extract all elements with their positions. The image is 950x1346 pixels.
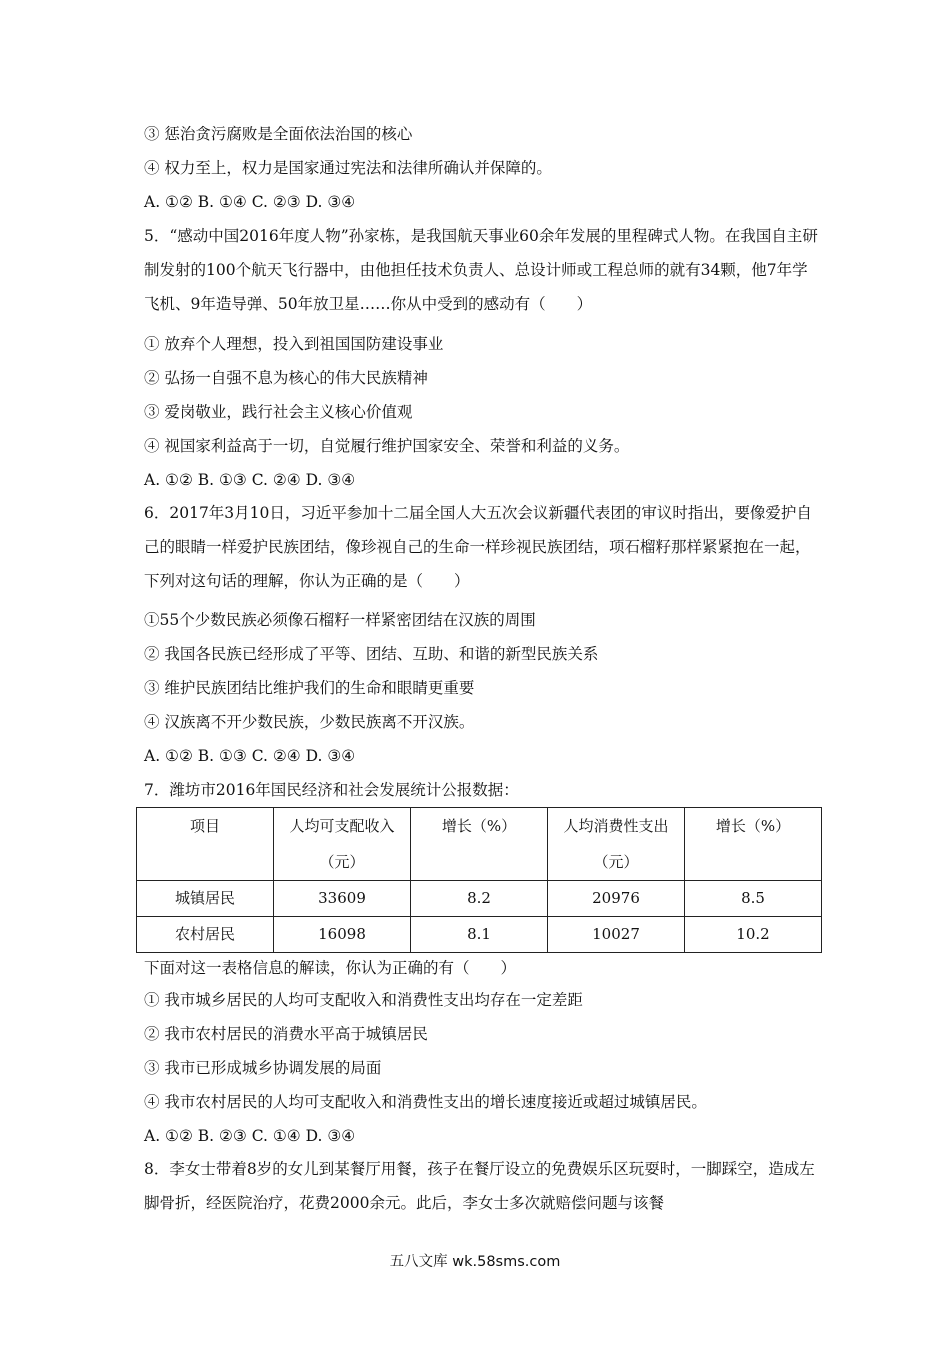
option-line: ② 弘扬一自强不息为核心的伟大民族精神 [144, 369, 428, 387]
question-7: 7．潍坊市2016年国民经济和社会发展统计公报数据： [144, 781, 519, 799]
question-8: 8．李女士带着8岁的女儿到某餐厅用餐，孩子在餐厅设立的免费娱乐区玩耍时，一脚踩空，造成左脚骨折，经医院治疗，花费2000余元。此后，李女士多次就赔偿问题与该餐 [144, 1160, 815, 1212]
table-cell: 20976 [548, 881, 685, 917]
option-line: ③ 惩治贪污腐败是全面依法治国的核心 [144, 125, 413, 143]
table-cell: 10.2 [685, 917, 822, 953]
option-line: ① 我市城乡居民的人均可支配收入和消费性支出均存在一定差距 [144, 991, 583, 1009]
table-cell: 8.5 [685, 881, 822, 917]
table-row [137, 881, 822, 917]
answer-choices: A. ①② B. ①④ C. ②③ D. ③④ [144, 193, 356, 211]
option-line: ② 我市农村居民的消费水平高于城镇居民 [144, 1025, 428, 1043]
footer-watermark: 五八文库 wk.58sms.com [389, 1254, 561, 1270]
table-cell: 33609 [274, 881, 411, 917]
option-line: ③ 维护民族团结比维护我们的生命和眼睛更重要 [144, 679, 475, 697]
table-cell: 16098 [274, 917, 411, 953]
table-header-cell: 项目 [137, 808, 274, 881]
answer-choices: A. ①② B. ①③ C. ②④ D. ③④ [144, 747, 356, 765]
table-header-row [137, 808, 822, 881]
table-cell: 城镇居民 [137, 881, 274, 917]
option-line: ④ 权力至上，权力是国家通过宪法和法律所确认并保障的。 [144, 159, 552, 177]
statistics-table [136, 807, 822, 953]
answer-choices: A. ①② B. ②③ C. ①④ D. ③④ [144, 1127, 356, 1145]
option-line: ③ 我市已形成城乡协调发展的局面 [144, 1059, 382, 1077]
table-cell: 农村居民 [137, 917, 274, 953]
table-header-cell: 人均消费性支出（元） [548, 808, 685, 881]
question-7-prompt: 下面对这一表格信息的解读，你认为正确的有（ ） [144, 959, 517, 977]
option-line: ④ 视国家利益高于一切，自觉履行维护国家安全、荣誉和利益的义务。 [144, 437, 630, 455]
table-header-cell: 人均可支配收入（元） [274, 808, 411, 881]
table-cell: 10027 [548, 917, 685, 953]
option-line: ④ 我市农村居民的人均可支配收入和消费性支出的增长速度接近或超过城镇居民。 [144, 1093, 707, 1111]
option-line: ② 我国各民族已经形成了平等、团结、互助、和谐的新型民族关系 [144, 645, 599, 663]
option-line: ③ 爱岗敬业，践行社会主义核心价值观 [144, 403, 413, 421]
question-5: 5．“感动中国2016年度人物”孙家栋，是我国航天事业60余年发展的里程碑式人物。在我国自主研制发射的100个航天飞行器中，由他担任技术负责人、总设计师或工程总师的就有34颗，他7年学飞机、9年造导弹、50年放卫星……你从中受到的感动有（ ） [144, 227, 818, 313]
answer-choices: A. ①② B. ①③ C. ②④ D. ③④ [144, 471, 356, 489]
table-header-cell: 增长（%） [411, 808, 548, 881]
option-line: ① 放弃个人理想，投入到祖国国防建设事业 [144, 335, 444, 353]
option-line: ④ 汉族离不开少数民族，少数民族离不开汉族。 [144, 713, 475, 731]
option-line: ①55个少数民族必须像石榴籽一样紧密团结在汉族的周围 [144, 611, 536, 629]
table-cell: 8.2 [411, 881, 548, 917]
table-cell: 8.1 [411, 917, 548, 953]
table-header-cell: 增长（%） [685, 808, 822, 881]
table-row [137, 917, 822, 953]
question-6: 6．2017年3月10日，习近平参加十二届全国人大五次会议新疆代表团的审议时指出，要像爱护自己的眼睛一样爱护民族团结，像珍视自己的生命一样珍视民族团结，项石榴籽那样紧紧抱在一起，下列对这句话的理解，你认为正确的是（ ） [144, 504, 812, 590]
